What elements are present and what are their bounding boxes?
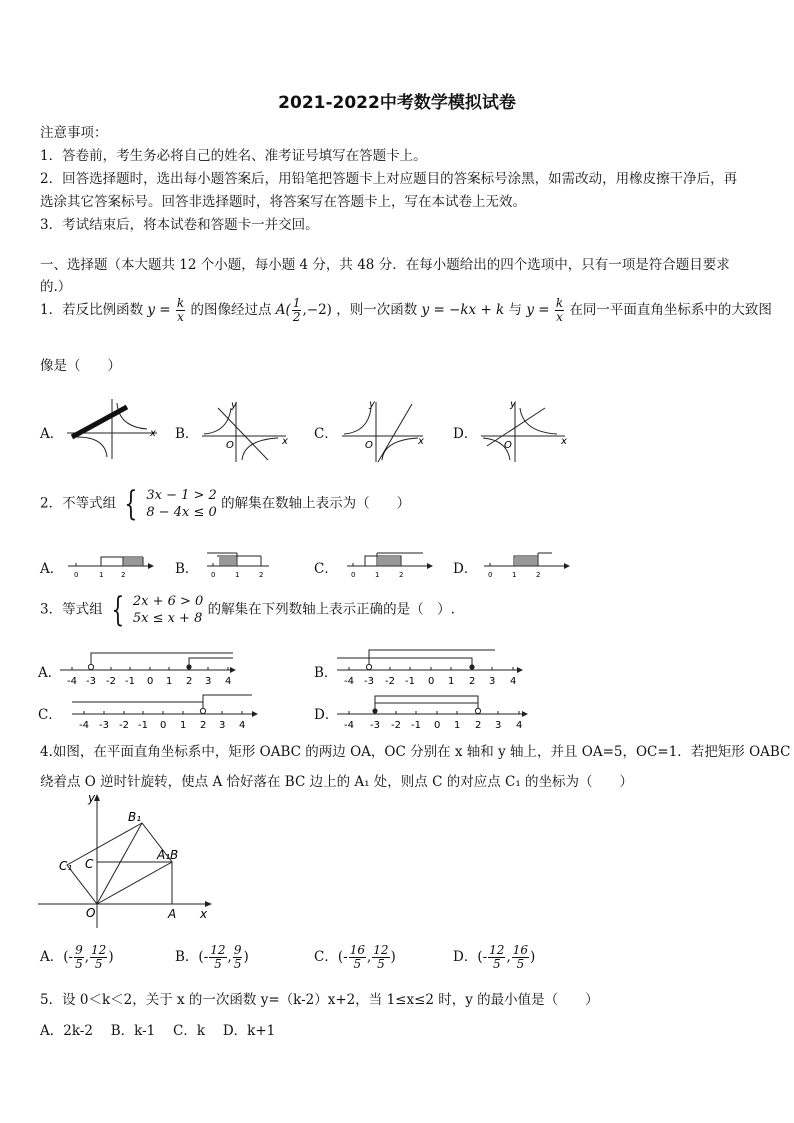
q4d-yn: 16 <box>512 943 529 957</box>
q1-frac-half <box>292 297 302 324</box>
q3-text-2: 的解集在下列数轴上表示正确的是（ ）. <box>207 601 455 618</box>
q1-frac-k-2: k <box>555 296 564 310</box>
q4d-frac-x <box>488 944 505 971</box>
q4d-frac-y <box>512 944 529 971</box>
q3d-tick-0: 0 <box>434 720 441 731</box>
q2c-tick-1: 1 <box>375 571 380 579</box>
q3d-tick-3: 3 <box>495 720 502 731</box>
q3-text-1: 3．等式组 <box>40 601 103 618</box>
q2c-tick-0: 0 <box>351 571 356 579</box>
q3a-tick-2: 2 <box>186 676 193 687</box>
q3a-tick-m4: -4 <box>67 676 77 687</box>
q1-frac-two: 2 <box>292 310 301 324</box>
q3a-tick-4: 4 <box>225 676 232 687</box>
q1b-y-label: y <box>231 400 237 411</box>
q2a-tick-1: 1 <box>99 571 104 579</box>
q4d-sign: - <box>482 949 488 965</box>
q4-figure <box>36 790 216 930</box>
q1-frac-x: x <box>177 310 184 324</box>
q2d-tick-0: 0 <box>488 571 493 579</box>
q1c-y-label: y <box>369 399 375 410</box>
q4a-yn: 12 <box>91 943 107 957</box>
q1b-x-label: x <box>282 436 288 447</box>
q2-text-2: 的解集在数轴上表示为（ ） <box>221 495 411 512</box>
q1-text-1: 1．若反比例函数 <box>40 302 144 318</box>
q4-label-o: O <box>86 906 96 920</box>
question-1-stem-cont: 像是（ ） <box>40 358 121 374</box>
q4-label-x: x <box>200 907 208 921</box>
q3c-tick-m1: -1 <box>138 720 148 731</box>
q4-label-a: A <box>168 907 177 921</box>
q3-option-b-label[interactable]: B． <box>314 665 338 681</box>
notes-item-1: 1．答卷前，考生务必将自己的姓名、准考证号填写在答题卡上。 <box>40 148 427 164</box>
q4c-yn: 12 <box>373 943 389 957</box>
q3d-tick-m3: -3 <box>370 720 380 731</box>
q1-linear: y = −kx + k <box>421 302 505 318</box>
q3b-tick-1: 1 <box>448 676 455 687</box>
q1-func-y-2: y = <box>526 302 550 318</box>
q1-option-c-label[interactable]: C． <box>314 426 338 442</box>
q3a-tick-0: 0 <box>147 676 154 687</box>
q2-option-b-line[interactable] <box>205 548 273 580</box>
notes-item-2: 2．回答选择题时，选出每小题答案后，用铅笔把答题卡上对应题目的答案标号涂黑，如需改动，用橡皮擦干净后，再 <box>40 171 738 187</box>
q1-option-a-graph[interactable] <box>62 395 162 463</box>
q3b-tick-m4: -4 <box>344 676 354 687</box>
q2-option-c-label[interactable]: C． <box>314 561 338 577</box>
question-4-stem-cont: 绕着点 O 逆时针旋转，使点 A 恰好落在 BC 边上的 A₁ 处，则点 C 的对应点 C₁ 的坐标为（ ） <box>40 774 634 790</box>
q1-option-b-graph[interactable] <box>198 398 293 464</box>
q4c-sign: - <box>343 949 348 965</box>
q4d-yd: 5 <box>516 957 525 971</box>
q1-text-2: 的图像经过点 <box>190 302 272 318</box>
q3d-tick-m1: -1 <box>411 720 421 731</box>
q2a-tick-0: 0 <box>74 571 79 579</box>
q4b-sign: - <box>203 949 209 965</box>
q1-text-4: 与 <box>508 302 523 318</box>
q2-brace: { <box>124 484 138 524</box>
q3b-tick-3: 3 <box>489 676 496 687</box>
q2d-tick-1: 1 <box>512 571 517 579</box>
q3a-tick-m1: -1 <box>125 676 135 687</box>
section-heading: 一、选择题（本大题共 12 个小题，每小题 4 分，共 48 分．在每小题给出的四个选项中，只有一项是符合题目要求 <box>40 257 730 273</box>
q4c-label: C． <box>314 949 338 965</box>
q1-option-d-label[interactable]: D． <box>453 426 478 442</box>
q3d-tick-2: 2 <box>475 720 482 731</box>
question-3-stem <box>40 590 455 630</box>
page-title: 2021-2022中考数学模拟试卷 <box>278 93 516 113</box>
q1-point-a-end: ,−2) <box>302 302 332 318</box>
q3-option-c-label[interactable]: C． <box>38 707 62 723</box>
q3a-tick-m3: -3 <box>86 676 96 687</box>
q1-option-a-label[interactable]: A． <box>40 426 64 442</box>
q4b-frac-x <box>209 944 226 971</box>
q3c-tick-2: 2 <box>200 720 207 731</box>
q3-option-d-label[interactable]: D． <box>314 707 339 723</box>
q4d-label: D． <box>453 949 478 965</box>
q3c-tick-m4: -4 <box>79 720 89 731</box>
section-heading-cont: 的.） <box>40 279 72 295</box>
q4-label-b: B <box>170 848 179 862</box>
q1-point-a: A( <box>275 302 291 318</box>
q4b-xn: 12 <box>210 943 226 957</box>
q4b-frac-y <box>233 944 243 971</box>
q2a-tick-2: 2 <box>121 571 126 579</box>
q4d-xn: 12 <box>489 943 505 957</box>
question-1-stem <box>40 297 772 324</box>
q4a-xd: 5 <box>75 957 83 971</box>
q1c-x-label: x <box>418 436 424 447</box>
q3c-tick-0: 0 <box>160 720 167 731</box>
q3c-tick-3: 3 <box>219 720 226 731</box>
q3c-tick-m3: -3 <box>99 720 109 731</box>
q2d-tick-2: 2 <box>536 571 541 579</box>
q1-text-3: ，则一次函数 <box>336 302 418 318</box>
q2-ineq-2: 8 − 4x ≤ 0 <box>146 505 217 520</box>
q3d-tick-m4: -4 <box>344 720 354 731</box>
q4-label-c: C <box>85 857 94 871</box>
q3d-tick-4: 4 <box>516 720 523 731</box>
q2b-tick-0: 0 <box>211 571 216 579</box>
q4b-yn: 9 <box>233 943 242 957</box>
q4-option-a[interactable]: A．(- $\frac{9}{5}$ , $\frac{12}{5}$ ) <box>40 943 114 971</box>
q3d-tick-1: 1 <box>454 720 461 731</box>
q3c-tick-m2: -2 <box>119 720 129 731</box>
q3b-tick-2: 2 <box>469 676 476 687</box>
q3a-tick-1: 1 <box>166 676 173 687</box>
q2-system <box>146 487 216 521</box>
q2-option-a-line[interactable] <box>66 550 156 580</box>
q4-label-y: y <box>88 791 96 805</box>
q2-option-d-line[interactable] <box>482 548 572 580</box>
q3b-tick-m1: -1 <box>405 676 415 687</box>
q3c-tick-4: 4 <box>239 720 246 731</box>
q4a-label: A． <box>40 949 64 965</box>
q4b-xd: 5 <box>214 957 222 971</box>
q1a-x-label: x <box>150 428 156 439</box>
q3-option-b-line[interactable] <box>335 648 525 688</box>
q4-label-c1: C₁ <box>59 859 73 873</box>
q1-frac-kx-2 <box>555 297 564 324</box>
question-4-stem: 4.如图，在平面直角坐标系中，矩形 OABC 的两边 OA，OC 分别在 x 轴和 y 轴上，并且 OA=5，OC=1．若把矩形 OABC <box>40 744 791 760</box>
notes-heading: 注意事项： <box>40 125 108 141</box>
q3-option-a-label[interactable]: A． <box>38 665 62 681</box>
q3b-tick-m2: -2 <box>385 676 395 687</box>
q1d-y-label: y <box>510 399 516 410</box>
q4c-xd: 5 <box>353 957 362 971</box>
q4-option-b[interactable]: B．(- $\frac{12}{5}$ , $\frac{9}{5}$ ) <box>175 943 249 971</box>
q3-ineq-2: 5x ≤ x + 8 <box>132 611 203 626</box>
q3a-tick-3: 3 <box>205 676 212 687</box>
q3b-tick-m3: -3 <box>364 676 374 687</box>
q3c-tick-1: 1 <box>180 720 187 731</box>
q4b-label: B． <box>175 949 199 965</box>
q4c-frac-y <box>372 944 389 971</box>
q1c-origin: O <box>365 440 373 451</box>
notes-item-3: 3．考试结束后，将本试卷和答题卡一并交回。 <box>40 217 319 233</box>
q4c-frac-x <box>349 944 366 971</box>
q4a-sign: - <box>68 949 74 965</box>
notes-item-2-cont: 选涂其它答案标号。回答非选择题时，将答案写在答题卡上，写在本试卷上无效。 <box>40 194 526 210</box>
q1-frac-kx <box>176 297 185 324</box>
question-5-options[interactable]: A．2k-2 B．k-1 C．k D．k+1 <box>40 1023 276 1039</box>
q2b-tick-2: 2 <box>259 571 264 579</box>
q4-option-c[interactable]: C．(- $\frac{16}{5}$ , $\frac{12}{5}$ ) <box>314 943 396 971</box>
q1-option-c-graph[interactable] <box>338 398 433 464</box>
q1d-origin: O <box>504 440 512 451</box>
q3b-tick-4: 4 <box>510 676 517 687</box>
q2-option-c-line[interactable] <box>345 548 435 580</box>
q2-option-a-label[interactable]: A． <box>40 561 64 577</box>
q3-option-a-line[interactable] <box>58 648 238 688</box>
q1-frac-one: 1 <box>292 296 301 310</box>
q1-func-y: y = <box>147 302 171 318</box>
q1-frac-x-2: x <box>556 310 563 324</box>
q4-label-a1: A₁ <box>157 848 171 862</box>
q2c-tick-2: 2 <box>399 571 404 579</box>
q1b-origin: O <box>226 440 234 451</box>
q3-option-d-line[interactable] <box>335 692 530 732</box>
q1-option-b-label[interactable]: B． <box>175 426 199 442</box>
question-2-stem <box>40 484 411 524</box>
q4-option-d[interactable]: D．(- $\frac{12}{5}$ , $\frac{16}{5}$ ) <box>453 943 536 971</box>
q4b-yd: 5 <box>233 957 242 971</box>
q1d-x-label: x <box>561 436 567 447</box>
q3-brace: { <box>111 590 125 630</box>
q2-text-1: 2．不等式组 <box>40 495 117 512</box>
q2-option-d-label[interactable]: D． <box>453 561 478 577</box>
q4d-xd: 5 <box>492 957 501 971</box>
q1-option-d-graph[interactable] <box>477 398 572 464</box>
q2-option-b-label[interactable]: B． <box>175 561 199 577</box>
q3a-tick-m2: -2 <box>106 676 116 687</box>
q3d-tick-m2: -2 <box>391 720 401 731</box>
q4a-yd: 5 <box>94 957 103 971</box>
question-5-stem: 5．设 0＜k＜2，关于 x 的一次函数 y=（k-2）x+2，当 1≤x≤2 时，y 的最小值是（ ） <box>40 992 599 1008</box>
q4c-xn: 16 <box>349 943 365 957</box>
q4a-frac-y <box>90 944 107 971</box>
q2b-tick-1: 1 <box>235 571 240 579</box>
q4a-xn: 9 <box>75 943 83 957</box>
q2-ineq-1: 3x − 1 > 2 <box>146 488 217 503</box>
q4c-yd: 5 <box>377 957 385 971</box>
q3b-tick-0: 0 <box>428 676 435 687</box>
q3-ineq-1: 2x + 6 > 0 <box>132 594 204 609</box>
q3-system <box>133 593 203 627</box>
q3-option-c-line[interactable] <box>70 692 260 732</box>
q4-label-b1: B₁ <box>128 810 142 824</box>
q1-text-5: 在同一平面直角坐标系中的大致图 <box>569 302 772 318</box>
q1-frac-k: k <box>176 296 185 310</box>
q4a-frac-x <box>74 944 84 971</box>
